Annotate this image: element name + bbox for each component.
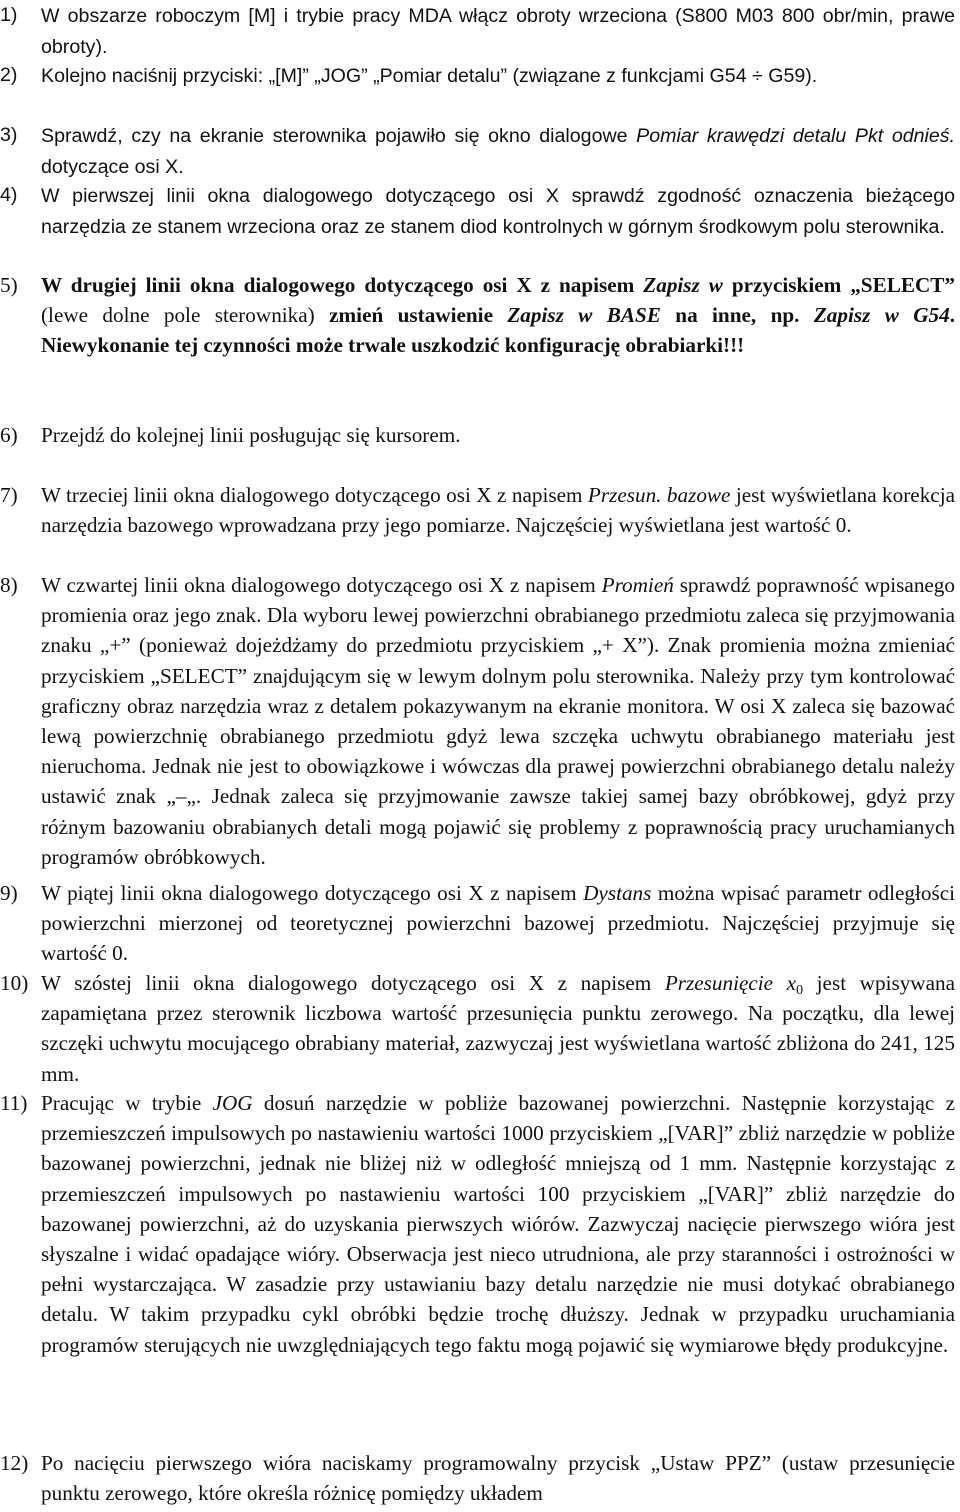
item-text-run: dosuń narzędzie w pobliże bazowanej powierzchni. Następnie korzystając z przemieszczeń impulsowych po nastawieniu wartości 1000 przyciskiem „[VAR]” zbliż narzędzie w pobliże bazowanej powierzchni, jednak nie bliżej niż w odległość mniejszą od 1 mm. Następnie korzystając z przemieszczeń impulsowych po nastawieniu wartości 100 przyciskiem „[VAR]” zbliż narzędzie do bazowanej powierzchni, aż do uzyskania pierwszych wiórów. Zazwyczaj nacięcie pierwszego wióra jest słyszalne i widać opadające wióry. Obserwacja jest nieco utrudniona, ale przy staranności i ostrożności w pełni wystarczająca. W zasadzie przy ustawianiu bazy detalu narzędzie nie musi dotykać obrabianego detalu. W takim przypadku cykl obróbki będzie trochę dłuższy. Jednak w przypadku uruchamiania programów sterujących nie uwzględniających tego faktu mogą pojawić się wymiarowe błędy produkcyjne. [41,1091,955,1357]
item-text-run: W czwartej linii okna dialogowego dotyczącego osi X z napisem [41,573,602,597]
list-item [0,270,955,361]
item-text-run: (lewe dolne pole sterownika) [41,303,330,328]
list-item [0,60,955,91]
item-text [41,968,955,1089]
item-text-run: sprawdź poprawność wpisanego promienia oraz jego znak. Dla wyboru lewej powierzchni obrabianego przedmiotu zaleca się przyjmowania znaku „+” (ponieważ dojeżdżamy do przedmiotu przyciskiem „+ X”). Znak promienia można zmieniać przyciskiem „SELECT” znajdującym się w lewym dolnym polu sterownika. Należy przy tym kontrolować graficzny obraz narzędzia wraz z detalem pokazywanym na ekranie monitora. W osi X zaleca się bazować lewą powierzchnię obrabianego przedmiotu gdyż lewa szczęka uchwytu obrabianego materiału jest nieruchoma. Jednak nie jest to obowiązkowe i wówczas dla prawej powierzchni obrabianego detalu należy ustawić znak „–„. Jednak zaleca się przyjmowanie zawsze takiej samej bazy obróbkowej, gdyż przy różnym bazowaniu obrabianych detali mogą pojawić się problemy z poprawnością pracy uruchamianych programów obróbkowych. [41,573,955,869]
item-text [41,60,955,91]
item-text [41,1448,955,1508]
item-text-run: Pracując w trybie [41,1091,213,1115]
list-item [0,968,955,1089]
item-text-run: Zapisz w BASE [507,303,661,328]
item-number: 3) [0,124,18,146]
item-text-run: zmień ustawienie [329,303,508,328]
list-item [0,1088,955,1360]
item-text-run: . Niewykonanie tej czynności może trwale uszkodzić konfigurację obrabiarki!!! [41,303,955,358]
item-number: 10) [0,971,29,995]
list-item [0,480,955,540]
item-text-run: Zapisz w G54 [813,303,950,328]
item-number: 9) [0,881,18,905]
item-text-run: 0 [796,983,804,998]
item-text-run: Przejdź do kolejnej linii posługując się kursorem. [41,423,461,447]
item-text [41,270,955,361]
item-number: 6) [0,423,18,447]
item-text [41,480,955,540]
item-text [41,570,955,872]
item-text-run: W drugiej linii okna dialogowego dotyczącego osi X z napisem [41,273,644,297]
item-text-run: na inne, np. [660,303,814,328]
item-text-run: W pierwszej linii okna dialogowego dotyczącego osi X sprawdź zgodność oznaczenia bieżącego narzędzia ze stanem wrzeciona oraz ze stanem diod kontrolnych w górnym środkowym polu sterownika. [41,185,955,239]
item-text [41,120,955,182]
item-text-run: Kolejno naciśnij przyciski: „[M]” „JOG” „Pomiar detalu” (związane z funkcjami G54 ÷ G59). [41,65,818,87]
list-item [0,120,955,182]
item-text [41,1088,955,1360]
item-number: 5) [0,273,18,297]
list-item [0,420,955,450]
item-text-run: Sprawdź, czy na ekranie sterownika pojawiło się okno dialogowe [41,125,637,147]
item-number: 1) [0,4,18,26]
item-text-run: dotyczące osi X. [41,156,184,179]
item-text-run: przyciskiem „SELECT” [722,273,956,297]
item-text-run: Po nacięciu pierwszego wióra naciskamy programowalny przycisk „Ustaw PPZ” (ustaw przesunięcie punktu zerowego, które określa różnicę pomiędzy układem [41,1451,955,1506]
item-text-run: można wpisać parametr odległości powierzchni mierzonej od teoretycznej powierzchni bazowej przedmiotu. Najczęściej przyjmuje się wartość 0. [41,881,955,966]
item-text-run: Pomiar krawędzi detalu Pkt odnieś. [636,125,956,147]
item-text-run: jest wpisywana zapamiętana przez sterownik liczbowa wartość przesunięcia punktu zerowego. Na początku, dla lewej szczęki uchwytu mocującego obrabiany materiał, zazwyczaj jest wyświetlana wartość zbliżona do 241, 125 mm. [41,971,955,1086]
item-text [41,0,955,62]
item-number: 7) [0,483,18,507]
item-text-run: jest wyświetlana korekcja narzędzia bazowego wprowadzana przy jego pomiarze. Najczęściej wyświetlana jest wartość 0. [41,483,955,538]
item-number: 8) [0,573,18,597]
item-text-run: JOG [212,1091,253,1115]
item-number: 2) [0,64,18,86]
list-item [0,878,955,969]
item-text-run: W piątej linii okna dialogowego dotyczącego osi X z napisem [41,881,584,905]
item-number: 4) [0,184,18,206]
list-item [0,1448,955,1508]
item-text-run: W trzeciej linii okna dialogowego dotyczącego osi X z napisem [41,483,588,507]
item-text-run: Zapisz w [643,273,723,297]
list-item [0,0,955,62]
item-text-run: Promień [601,573,674,597]
item-text-run: W szóstej linii okna dialogowego dotyczącego osi X z napisem [41,971,665,995]
list-item [0,180,955,242]
item-text-run: Dystans [583,881,652,905]
item-text [41,878,955,969]
item-text [41,420,955,450]
item-number: 12) [0,1451,29,1475]
item-text-run: Przesun. bazowe [587,483,731,507]
list-item [0,570,955,872]
item-number: 11) [0,1091,28,1115]
item-text [41,180,955,242]
item-text-run: Przesunięcie x [664,971,797,995]
item-text-run: W obszarze roboczym [M] i trybie pracy MDA włącz obroty wrzeciona (S800 M03 800 obr/min, prawe obroty). [41,5,955,59]
